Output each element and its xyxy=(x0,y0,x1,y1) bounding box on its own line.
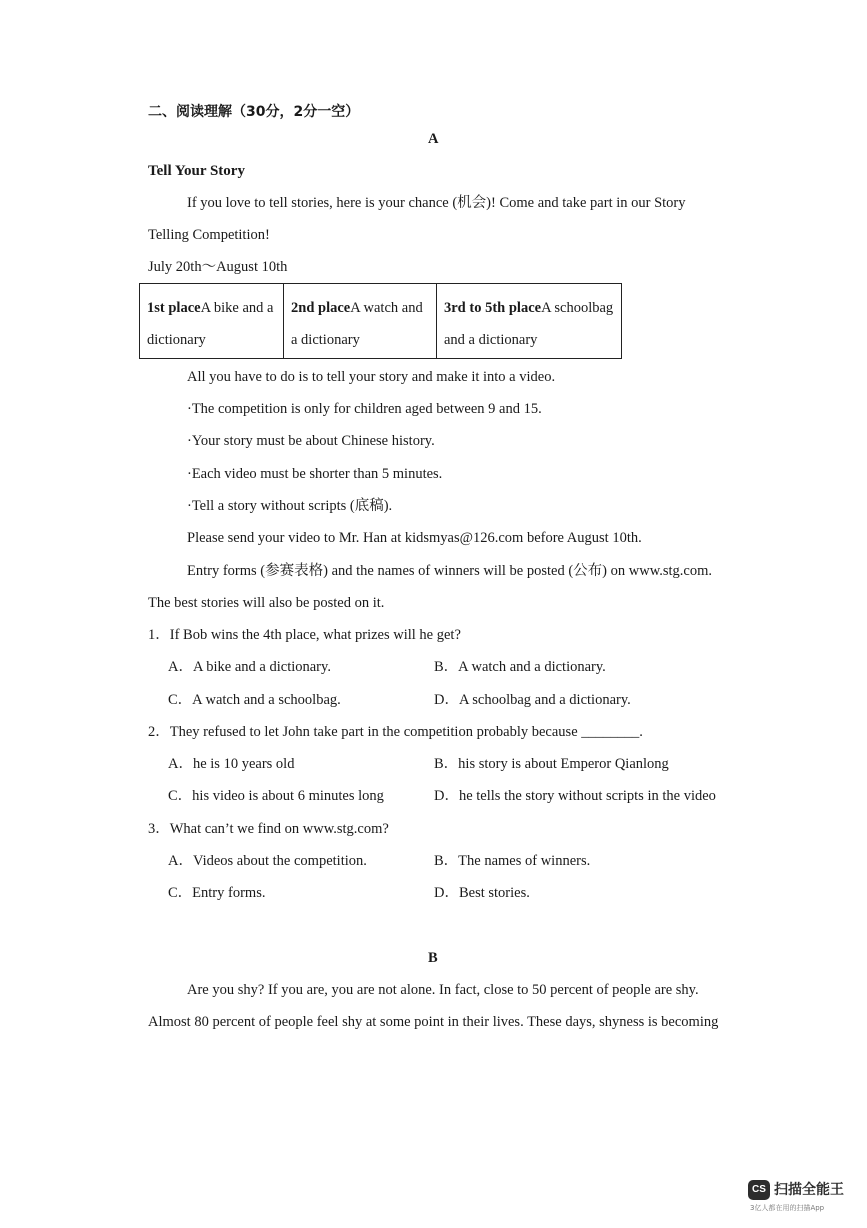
section-heading: 二、阅读理解（30分，2分一空） xyxy=(148,104,360,120)
instructions: All you have to do is to tell your story and make it into a video. xyxy=(187,369,556,385)
question-option: C．Entry forms. xyxy=(168,885,266,901)
scanner-tagline: 3亿人都在用的扫描App xyxy=(750,1204,825,1212)
passage-a-intro-line2: Telling Competition! xyxy=(148,227,270,243)
entry-forms-line1: Entry forms (参赛表格) and the names of winners will be posted (公布) on www.stg.com. xyxy=(187,563,712,579)
prize-cell-second xyxy=(284,284,437,359)
competition-dates: July 20th～August 10th xyxy=(148,259,288,275)
question-stem: 1．If Bob wins the 4th place, what prizes will he get? xyxy=(148,627,461,643)
prize-place: 3rd to 5th place xyxy=(444,300,542,316)
rule-item: ·The competition is only for children aged between 9 and 15. xyxy=(187,401,542,417)
question-option: B．The names of winners. xyxy=(434,853,591,869)
prize-place: 1st place xyxy=(147,300,201,316)
passage-b-line2: Almost 80 percent of people feel shy at some point in their lives. These days, shyness is becoming xyxy=(148,1014,719,1030)
scanner-logo-icon: CS xyxy=(748,1180,770,1200)
question-option: A．he is 10 years old xyxy=(168,756,295,772)
question-option: B．A watch and a dictionary. xyxy=(434,659,606,675)
scanner-watermark xyxy=(748,1176,858,1220)
question-option: A．A bike and a dictionary. xyxy=(168,659,331,675)
prize-description: A watch and a dictionary xyxy=(291,300,423,348)
question-stem: 3．What can’t we find on www.stg.com? xyxy=(148,821,389,837)
prize-cell-first xyxy=(140,284,284,359)
question-option: A．Videos about the competition. xyxy=(168,853,367,869)
rule-item: ·Each video must be shorter than 5 minutes. xyxy=(187,466,443,482)
passage-a-intro-line1: If you love to tell stories, here is your chance (机会)! Come and take part in our Story xyxy=(187,195,686,211)
prize-description: A bike and a dictionary xyxy=(147,300,274,348)
question-option: D．A schoolbag and a dictionary. xyxy=(434,692,631,708)
question-option: C．his video is about 6 minutes long xyxy=(168,788,384,804)
question-option: C．A watch and a schoolbag. xyxy=(168,692,341,708)
question-option: B．his story is about Emperor Qianlong xyxy=(434,756,669,772)
rule-item: ·Tell a story without scripts (底稿). xyxy=(187,498,393,514)
passage-a-title: Tell Your Story xyxy=(148,163,245,179)
question-stem: 2．They refused to let John take part in the competition probably because ________. xyxy=(148,724,643,740)
send-instructions: Please send your video to Mr. Han at kidsmyas@126.com before August 10th. xyxy=(187,530,642,546)
rule-item: ·Your story must be about Chinese history. xyxy=(187,433,435,449)
passage-b-label: B xyxy=(428,950,438,966)
passage-a-label: A xyxy=(428,131,439,147)
question-option: D．Best stories. xyxy=(434,885,530,901)
prize-table xyxy=(139,283,622,359)
prize-place: 2nd place xyxy=(291,300,351,316)
question-option: D．he tells the story without scripts in the video xyxy=(434,788,716,804)
prize-cell-third-to-fifth xyxy=(437,284,622,359)
prize-description: A schoolbag and a dictionary xyxy=(444,300,614,348)
entry-forms-line2: The best stories will also be posted on it. xyxy=(148,595,385,611)
scanner-app-name: 扫描全能王 xyxy=(774,1182,844,1198)
passage-b-line1: Are you shy? If you are, you are not alone. In fact, close to 50 percent of people are shy. xyxy=(187,982,699,998)
